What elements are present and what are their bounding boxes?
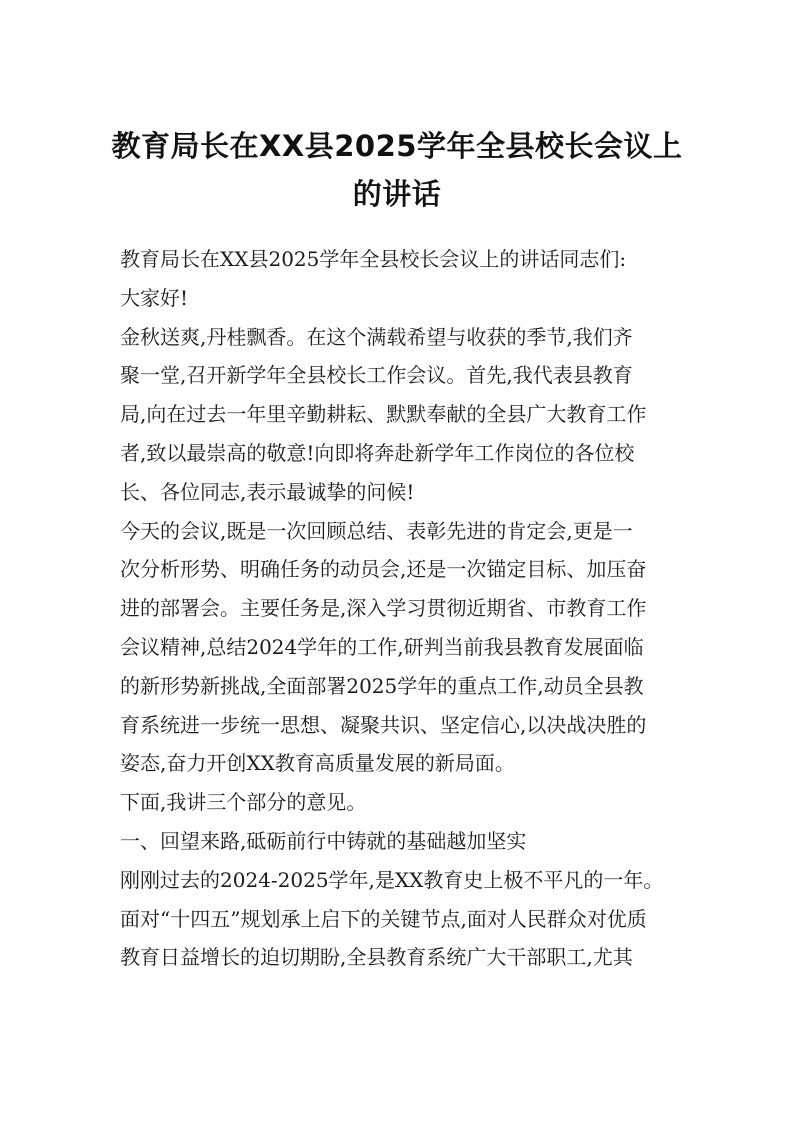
document-body xyxy=(120,240,680,977)
paragraph-introduction: 金秋送爽,丹桂飘香。在这个满载希望与收获的季节,我们齐 聚一堂,召开新学年全县校长工作会议。首先,我代表县教育 局,向在过去一年里辛勤耕耘、默默奉献的全县广大教育工作 者,致以最崇高的敬意!向即将奔赴新学年工作岗位的各位校 长、各位同志,表示最诚挚的问候! xyxy=(120,324,647,504)
document-title-line-1: 教育局长在XX县2025学年全县校长会议上 xyxy=(111,129,683,163)
paragraph-greeting: 大家好! xyxy=(120,285,189,310)
paragraph-outline: 下面,我讲三个部分的意见。 xyxy=(120,790,367,815)
paragraph-review: 刚刚过去的2024-2025学年,是XX教育史上极不平凡的一年。 面对“十四五”规划承上启下的关键节点,面对人民群众对优质 教育日益增长的迫切期盼,全县教育系统广大干部职工,尤其 xyxy=(120,867,664,970)
paragraph-opening: 教育局长在XX县2025学年全县校长会议上的讲话同志们: xyxy=(120,247,627,271)
document-title-line-2: 的讲话 xyxy=(352,177,442,211)
paragraph-meeting-purpose: 今天的会议,既是一次回顾总结、表彰先进的肯定会,更是一 次分析形势、明确任务的动员会,还是一次锚定目标、加压奋 进的部署会。主要任务是,深入学习贯彻近期省、市教育工作 会议精神,总结2024学年的工作,研判当前我县教育发展面临 的新形势新挑战,全面部署2025学年的重点工作,动员全县教 育系统进一步统一思想、凝聚共识、坚定信心,以决战决胜的 姿态,奋力开创XX教育高质量发展的新局面。 xyxy=(120,518,647,776)
section-heading-1: 一、回望来路,砥砺前行中铸就的基础越加坚实 xyxy=(120,828,527,853)
